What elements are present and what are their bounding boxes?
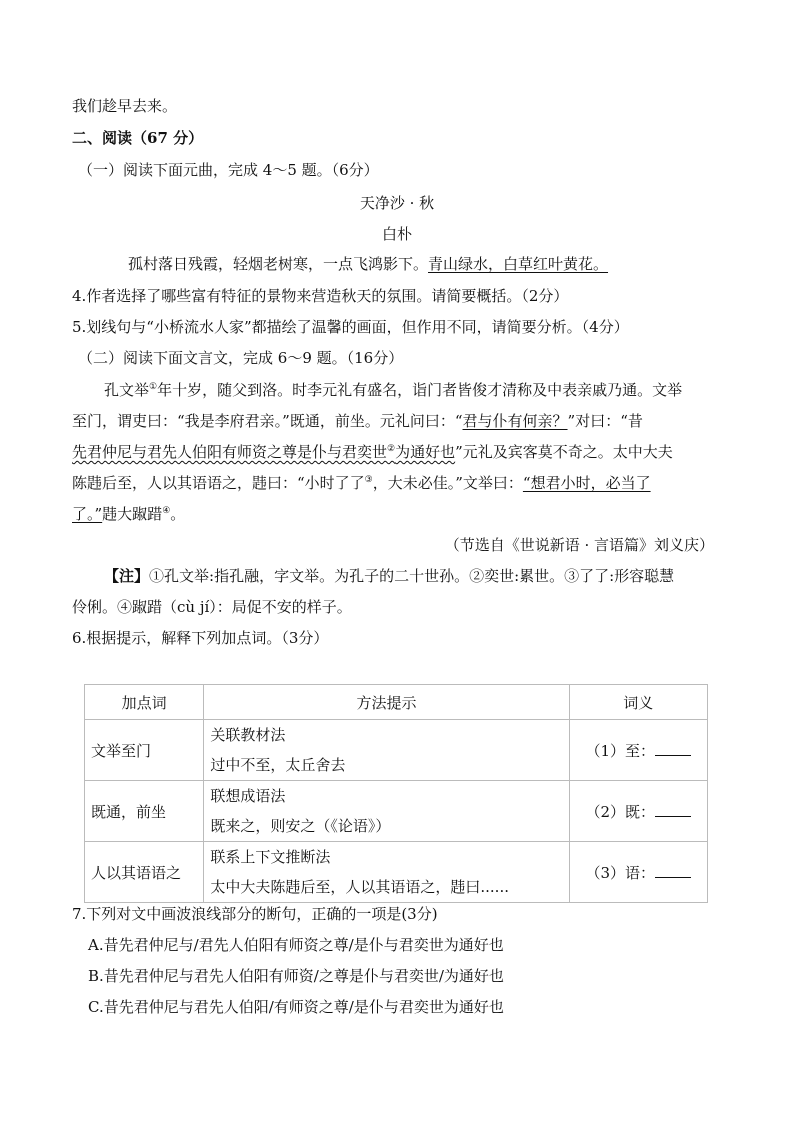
table-cell-word: 文举至门 (85, 720, 204, 781)
option-a[interactable]: A.昔先君仲尼与/君先人伯阳有师资之尊/是仆与君奕世为通好也 (88, 936, 504, 954)
table-row (85, 720, 708, 781)
answer-blank[interactable] (655, 741, 691, 756)
wavy-underlined-sentence (72, 443, 455, 461)
method-example: 太中大夫陈韪后至，人以其语语之，韪曰...... (210, 878, 509, 896)
annotation-text: ①孔文举:指孔融，字文举。为孔子的二十世孙。②奕世:累世。③了了:形容聪慧 (149, 567, 675, 585)
table-cell-meaning (569, 842, 707, 903)
passage-text: 至门，谓吏曰：“我是李府君亲。”既通，前坐。元礼问曰：“ (72, 412, 463, 430)
footnote-marker: ① (149, 382, 158, 392)
method-name: 联想成语法 (210, 787, 286, 805)
word-meaning-table (84, 684, 708, 903)
table-row (85, 781, 708, 842)
passage-text: ，大未必佳。”文举曰： (372, 474, 523, 492)
passage-text: ”对曰：“昔 (567, 412, 643, 430)
table-header: 词义 (569, 685, 707, 720)
option-b[interactable]: B.昔先君仲尼与君先人伯阳有师资/之尊是仆与君奕世/为通好也 (88, 967, 504, 985)
table-header: 加点词 (85, 685, 204, 720)
underlined-sentence: “想君小时，必当了 (522, 474, 651, 492)
meaning-prompt: （1）至： (585, 741, 656, 760)
underlined-question: 君与仆有何亲？ (462, 412, 568, 430)
passage-source: （节选自《世说新语 · 言语篇》刘义庆） (444, 536, 714, 554)
table-cell-meaning (569, 781, 707, 842)
method-name: 联系上下文推断法 (210, 848, 331, 866)
annotation-line-2: 伶俐。④踧踖（cù jí）：局促不安的样子。 (72, 598, 352, 616)
table-row (85, 842, 708, 903)
answer-blank[interactable] (655, 863, 691, 878)
table-cell-method (204, 781, 569, 842)
table-cell-method (204, 720, 569, 781)
passage-line-4 (72, 473, 651, 493)
part2-instruction: （二）阅读下面文言文，完成 6～9 题。（16分） (78, 349, 404, 367)
passage-text: ”元礼及宾客莫不奇之。太中大夫 (455, 443, 673, 461)
question-7: 7.下列对文中画波浪线部分的断句，正确的一项是(3分) (72, 905, 438, 923)
table-header-row (85, 685, 708, 720)
footnote-marker: ③ (364, 475, 373, 485)
passage-line-1 (104, 380, 682, 400)
passage-text: 先君仲尼与君先人伯阳有师资之尊是仆与君奕世 (72, 443, 388, 461)
passage-line-2 (72, 411, 643, 431)
table-cell-word: 既通，前坐 (85, 781, 204, 842)
poem-title: 天净沙 · 秋 (359, 194, 435, 212)
poem-line-plain: 孤村落日残霞，轻烟老树寒，一点飞鸿影下。 (128, 255, 429, 273)
table-cell-meaning (569, 720, 707, 781)
passage-text: 为通好也 (395, 443, 456, 461)
meaning-prompt: （3）语： (585, 863, 656, 882)
poem-line-underlined: 青山绿水，白草红叶黄花。 (428, 255, 609, 273)
passage-text: 年十岁，随父到洛。时李元礼有盛名，诣门者皆俊才清称及中表亲戚乃通。文举 (157, 381, 683, 399)
method-example: 既来之，则安之（《论语》） (210, 817, 391, 835)
poem-body (128, 254, 608, 274)
part1-instruction: （一）阅读下面元曲，完成 4～5 题。（6分） (78, 161, 379, 179)
table-header: 方法提示 (204, 685, 569, 720)
method-name: 关联教材法 (210, 726, 286, 744)
annotation-label: 【注】 (104, 567, 150, 585)
answer-blank[interactable] (655, 802, 691, 817)
poem-author: 白朴 (381, 225, 412, 243)
passage-text: 陈韪后至，人以其语语之，韪曰：“小时了了 (72, 474, 365, 492)
method-example: 过中不至，太丘舍去 (210, 756, 346, 774)
question-5: 5.划线句与“小桥流水人家”都描绘了温馨的画面，但作用不同，请简要分析。（4分） (72, 318, 629, 336)
passage-text: 。 (170, 505, 186, 523)
section-heading: 二、阅读（67 分） (72, 129, 204, 147)
previous-text-line: 我们趁早去来。 (72, 97, 178, 115)
question-6: 6.根据提示，解释下列加点词。（3分） (72, 629, 329, 647)
table-cell-word: 人以其语语之 (85, 842, 204, 903)
passage-text: 韪大踧踖 (102, 505, 163, 523)
passage-line-5 (72, 504, 185, 524)
footnote-marker: ④ (162, 506, 171, 516)
question-4: 4.作者选择了哪些富有特征的景物来营造秋天的氛围。请简要概括。（2分） (72, 287, 569, 305)
passage-text: 孔文举 (104, 381, 150, 399)
passage-line-3 (72, 442, 673, 462)
annotation-line-1 (104, 566, 674, 586)
meaning-prompt: （2）既： (585, 802, 656, 821)
option-c[interactable]: C.昔先君仲尼与君先人伯阳/有师资之尊/是仆与君奕世为通好也 (88, 998, 504, 1016)
underlined-sentence: 了。” (72, 505, 103, 523)
footnote-marker: ② (387, 444, 396, 454)
table-cell-method (204, 842, 569, 903)
